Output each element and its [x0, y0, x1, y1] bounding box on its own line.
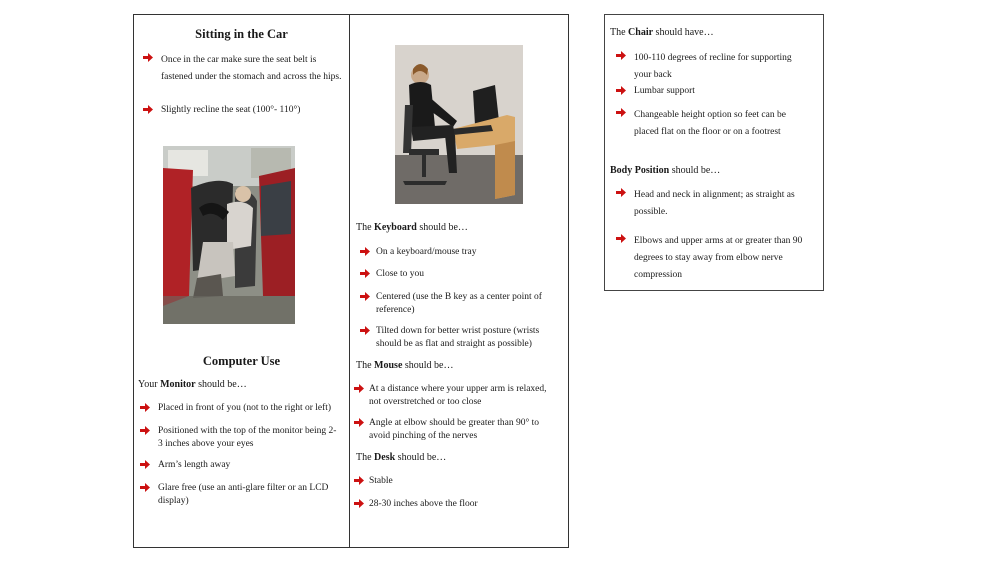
monitor-intro: Your Monitor should be… [138, 379, 247, 390]
red-arrow-icon [360, 326, 370, 335]
red-arrow-icon [140, 460, 150, 469]
red-arrow-icon [616, 108, 626, 117]
desk-bullet: 28-30 inches above the floor [354, 498, 554, 511]
desk-bullet: Stable [354, 475, 554, 488]
chair-bullet: 100-110 degrees of recline for supporting your back [616, 50, 806, 84]
red-arrow-icon [360, 292, 370, 301]
car-section-title: Sitting in the Car [195, 27, 288, 41]
car-bullet: Slightly recline the seat (100°- 110°) [143, 104, 343, 116]
desk-intro: The Desk should be… [356, 452, 447, 463]
body-position-bullet: Elbows and upper arms at or greater than 90 degrees to stay away from elbow nerve compression [616, 233, 812, 284]
red-arrow-icon [354, 476, 364, 485]
chair-bullet: Changeable height option so feet can be placed flat on the floor or on a footrest [616, 107, 806, 141]
mouse-intro: The Mouse should be… [356, 360, 454, 371]
red-arrow-icon [354, 384, 364, 393]
red-arrow-icon [140, 403, 150, 412]
car-bullet: Once in the car make sure the seat belt is fastened under the stomach and across the hips. [143, 52, 343, 86]
chair-intro: The Chair should have… [610, 27, 714, 38]
mouse-bullet: At a distance where your upper arm is relaxed, not overstretched or too close [354, 383, 560, 408]
red-arrow-icon [143, 53, 153, 62]
keyboard-bullet: On a keyboard/mouse tray [360, 246, 560, 259]
red-arrow-icon [140, 483, 150, 492]
red-arrow-icon [616, 51, 626, 60]
keyboard-bullet: Close to you [360, 268, 560, 281]
keyboard-bullet: Centered (use the B key as a center point of reference) [360, 291, 550, 316]
monitor-bullet: Positioned with the top of the monitor being 2-3 inches above your eyes [140, 425, 340, 450]
red-arrow-icon [354, 499, 364, 508]
monitor-bullet: Glare free (use an anti-glare filter or an LCD display) [140, 482, 340, 507]
car-seat-photo [163, 146, 295, 324]
keyboard-intro: The Keyboard should be… [356, 222, 468, 233]
workstation-photo [395, 45, 523, 204]
body-position-intro: Body Position should be… [610, 165, 721, 176]
red-arrow-icon [616, 86, 626, 95]
monitor-bullet: Arm’s length away [140, 459, 340, 472]
column-divider [349, 14, 350, 548]
red-arrow-icon [616, 188, 626, 197]
red-arrow-icon [354, 418, 364, 427]
red-arrow-icon [360, 247, 370, 256]
computer-section-title: Computer Use [202, 354, 281, 368]
chair-bullet: Lumbar support [616, 85, 806, 98]
red-arrow-icon [616, 234, 626, 243]
monitor-bullet: Placed in front of you (not to the right or left) [140, 402, 345, 415]
mouse-bullet: Angle at elbow should be greater than 90° to avoid pinching of the nerves [354, 417, 560, 442]
body-position-bullet: Head and neck in alignment; as straight as possible. [616, 187, 806, 221]
red-arrow-icon [143, 105, 153, 114]
keyboard-bullet: Tilted down for better wrist posture (wrists should be as flat and straight as possible) [360, 325, 565, 350]
red-arrow-icon [360, 269, 370, 278]
red-arrow-icon [140, 426, 150, 435]
